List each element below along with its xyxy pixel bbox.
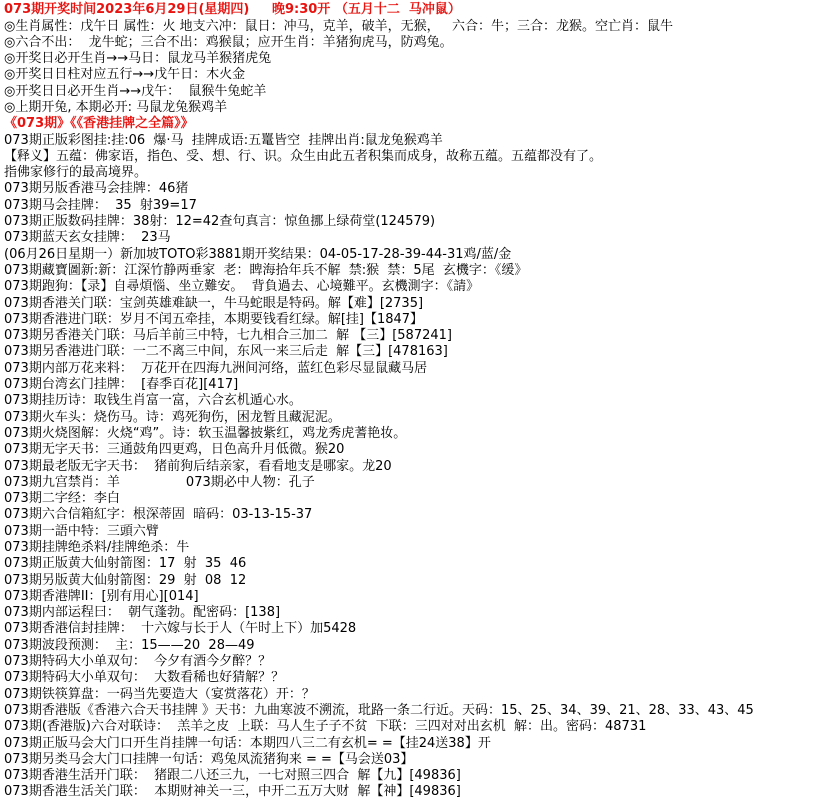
line-rizhu-wuxing: ◎开奖日日柱对应五行→→戊午日：木火金 — [4, 67, 246, 83]
line-xianggangban: 073期香港版《香港六合天书挂牌 》天书：九曲寒波不溯流，玭路一条二行近。天码：15、25、34、39、21、28、33、43、45 — [4, 702, 754, 718]
line-damen-kou2: 073期另类马会大门口挂牌一句话：鸡兔凤流猪狗来 = =【马会送03】 — [4, 751, 414, 767]
line-liuhe-hongzi: 073期六合信箱紅字：根深蒂固 暗码：03-13-15-37 — [4, 507, 313, 523]
line-shiyi2: 指佛家修行的最高境界。 — [4, 165, 148, 181]
line-liuhe-duilian: 073期(香港版)六合对联诗： 羔羊之皮 上联：马人生子子不贫 下联：三四对对出玄机 解：出。密码：48731 — [4, 719, 647, 735]
line-gualishi: 073期挂历诗：取钱生肖富一富，六合玄机遁心水。 — [4, 393, 302, 409]
line-kaijiang-bichu: ◎开奖日必开生肖→→马日：鼠龙马羊猴猪虎兔 — [4, 51, 272, 67]
line-shengxiao-attr: ◎生肖属性：戊午日 属性：火 地支六冲：鼠日：冲马，克羊，破羊，无猴， 六合：牛；三合：龙猴。空亡肖：鼠牛 — [4, 18, 674, 34]
line-huochetou: 073期火车头：烧伤马。诗：鸡死狗伤，困龙暂且藏泥泥。 — [4, 409, 341, 425]
line-caitu: 073期正版彩图挂:挂:06 爆·马 挂牌成语:五鼍皆空 挂牌出肖:鼠龙兔猴鸡羊 — [4, 132, 443, 148]
line-xiangang-guanmen: 073期香港关门联：宝剑英雄难缺一，牛马蛇眼是特码。解【难】[2735] — [4, 295, 424, 311]
draw-time-header: 073期开奖时间2023年6月29日(星期四) 晚9:30开 （五月十二 马冲鼠） — [4, 2, 461, 17]
content-lines — [0, 19, 838, 801]
line-xianggang-pai: 073期香港牌II：[别有用心][014] — [4, 588, 199, 604]
line-guapai-juesha: 073期挂牌绝杀料/挂牌绝杀：牛 — [4, 540, 190, 555]
line-shangqi: ◎上期开兔, 本期必开: 马鼠龙兔猴鸡羊 — [4, 99, 228, 115]
line-damen-kou1: 073期正版马会大门口开生肖挂牌一句话：本期四八三二有玄机= =【挂24送38】开 — [4, 735, 491, 751]
line-shiyi: 【释义】五蕴：佛家语，指色、受、想、行、识。众生由此五者积集而成身，故称五蕴。五蕴都没有了。 — [4, 148, 603, 164]
line-tema-danshuangju: 073期特码大小单双句： 今夕有酒今夕醉？？ — [4, 654, 272, 670]
line-temashu: 073期特码大小单双句： 大数看稀也好猜解？？ — [4, 670, 285, 686]
line-lingban: 073期另版香港马会挂牌：46猪 — [4, 181, 189, 197]
line-zuixin-wuzi: 073期最老版无字天书： 猪前狗后结亲家，看看地支是哪家。龙20 — [4, 458, 392, 474]
line-huangdaxian-ling: 073期另版黄大仙射箭图：29 射 08 12 — [4, 572, 247, 588]
line-mahui: 073期马会挂牌： 35 射39=17 — [4, 197, 197, 213]
line-huangdaxian-zheng: 073期正版黄大仙射箭图：17 射 35 46 — [4, 556, 247, 572]
line-neibu: 073期内部万花来料： 万花开在四海九洲间河络，蓝红色彩尽显鼠藏马居 — [4, 360, 428, 376]
line-xinfeng: 073期香港信封挂牌： 十六嫁与长于人（午时上下）加5428 — [4, 621, 357, 637]
line-huoshao: 073期火烧图解：火烧“鸡”。诗：软玉温馨披紫红，鸡龙秀虎蓍艳妆。 — [4, 425, 407, 441]
line-lingban-jin: 073期另香港进门联：一二不离三中间，东风一来三后走 解【三】[478163] — [4, 344, 448, 360]
line-duanbo: 073期波段预测： 主：15——20 28—49 — [4, 637, 255, 653]
line-shenghuo2: 073期香港生活关门联： 本期财神关一三，中开二五万大财 解【神】[49836] — [4, 784, 461, 800]
line-paogou: 073期跑狗：【录】自尋煩惱、坐立難安。 背負過去、心境難平。玄機測字：《請》 — [4, 279, 480, 295]
line-wuzi: 073期无字天书：三通鼓角四更鸡，日色高升月低微。猴20 — [4, 442, 345, 458]
line-tiesuanpan: 073期铁筷算盘：一码当先要造大（宴赏落花）开：？ — [4, 686, 315, 702]
line-gua-title: 《073期》《《香港挂牌之全篇》》 — [4, 116, 194, 132]
line-lingban-guanmen: 073期另香港关门联：马后羊前三中特，七九相合三加二 解 【三】[587241] — [4, 328, 452, 344]
line-shenghuo1: 073期香港生活开门联： 猪跟二八还三九，一七对照三四合 解【九】[49836] — [4, 768, 461, 784]
line-xiangang-jin: 073期香港进门联：岁月不闰五牵挂，本期要钱看红绿。解[挂]【1847】 — [4, 311, 424, 327]
line-taiwan: 073期台湾玄门挂牌： [春季百花][417] — [4, 377, 239, 393]
line-jiugong: 073期九宫禁肖：羊 073期必中人物：孔子 — [4, 474, 315, 490]
line-neibu-yuncheng: 073期内部运程曰： 朝气蓬勃。配密码：[138] — [4, 605, 281, 621]
line-lantian: 073期蓝天玄女挂牌： 23马 — [4, 230, 171, 246]
line-kaijiang-ri: ◎开奖日日必开生肖→→戊午： 鼠猴牛兔蛇羊 — [4, 83, 267, 99]
line-yiyu: 073期一語中特：三頭六臂 — [4, 523, 159, 539]
line-zangbao: 073期藏寶圖新:新：江深竹静两垂家 老：睥海拾年兵不解 禁:猴 禁：5尾 玄機字：《缓》 — [4, 262, 528, 278]
line-shuma: 073期正版数码挂牌：38射：12=42查句真言：惊鱼挪上绿荷堂(124579) — [4, 214, 436, 230]
line-erzijing: 073期二字经：李白 — [4, 491, 120, 507]
line-liuhe-buchu: ◎六合不出： 龙牛蛇；三合不出：鸡猴鼠；应开生肖：羊猪狗虎马，防鸡兔。 — [4, 34, 453, 50]
line-toto: (06月26日星期一）新加坡TOTO彩3881期开奖结果：04-05-17-28-39-44-31鸡/蓝/金 — [4, 246, 512, 262]
